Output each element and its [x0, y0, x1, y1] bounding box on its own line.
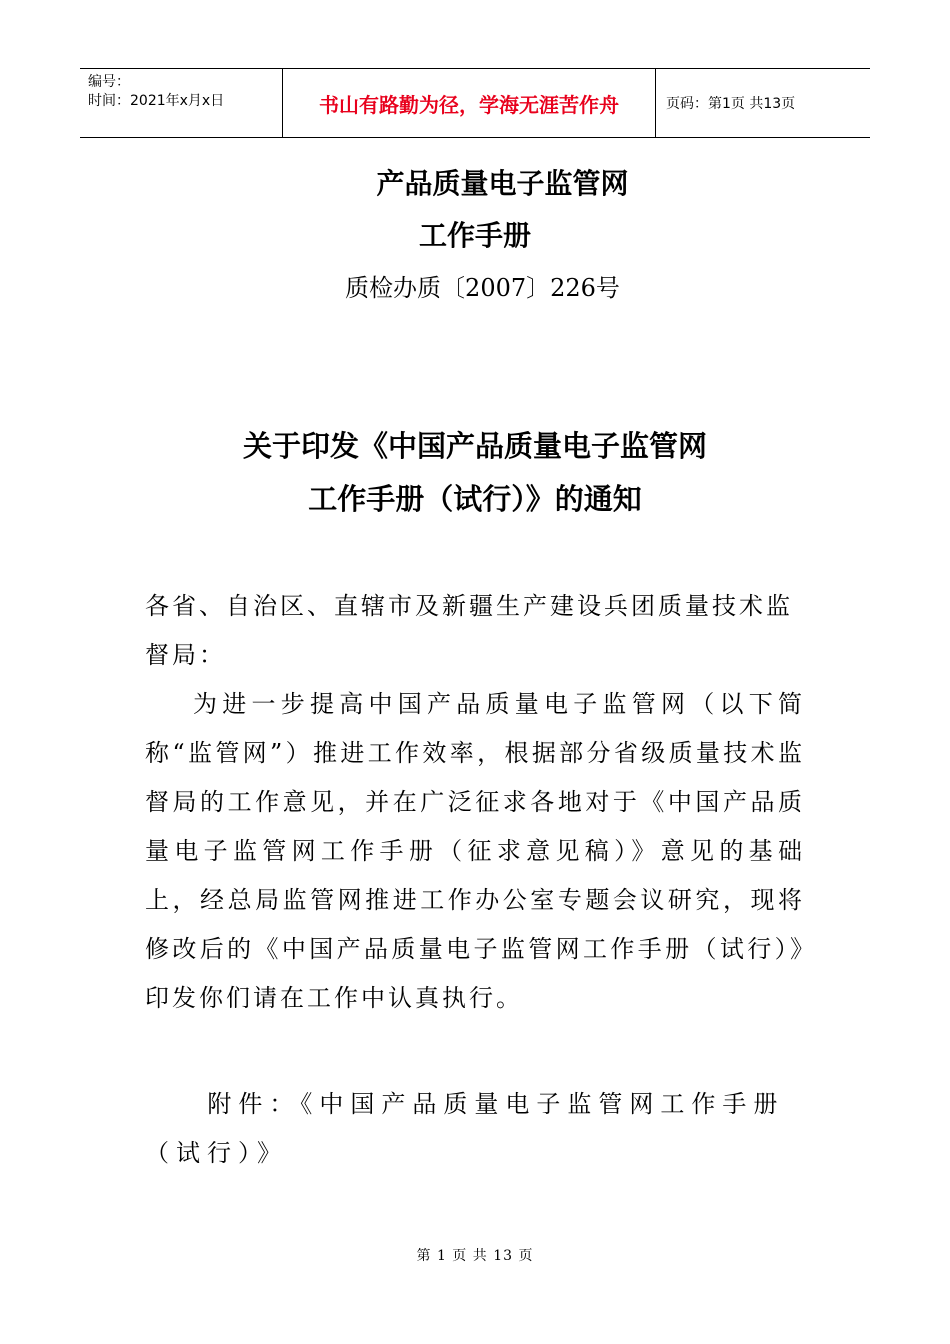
- header-left-cell: [80, 69, 282, 137]
- notice-attachment: 附件：《中国产品质量电子监管网工作手册（试行）》: [145, 1090, 785, 1167]
- header-page-code: 页码：第1页 共13页: [666, 96, 796, 112]
- notice-title-line2: 工作手册（试行）》的通知: [308, 482, 642, 516]
- notice-salutation: 各省、自治区、直辖市及新疆生产建设兵团质量技术监督局：: [145, 592, 793, 669]
- document-number: 质检办质〔2007〕226号: [345, 274, 620, 302]
- notice-body-paragraph: 为进一步提高中国产品质量电子监管网（以下简称“监管网”）推进工作效率，根据部分省级质量技术监督局的工作意见，并在广泛征求各地对于《中国产品质量电子监管网工作手册（征求意见稿）》意见的基础上，经总局监管网推进工作办公室专题会议研究，现将修改后的《中国产品质量电子监管网工作手册（试行）》印发你们请在工作中认真执行。: [145, 690, 805, 1012]
- header-motto: 书山有路勤为径，学海无涯苦作舟: [282, 69, 656, 137]
- notice-title-line1: 关于印发《中国产品质量电子监管网: [242, 429, 707, 463]
- document-time-label: 时间：2021年x月x日: [88, 93, 225, 109]
- cover-title-line2: 工作手册: [418, 219, 531, 252]
- cover-title-line1: 产品质量电子监管网: [376, 167, 629, 200]
- page-footer: 第 1 页 共 13 页: [416, 1248, 534, 1264]
- page-header: [80, 68, 870, 138]
- document-number-label: 编号：: [88, 74, 130, 90]
